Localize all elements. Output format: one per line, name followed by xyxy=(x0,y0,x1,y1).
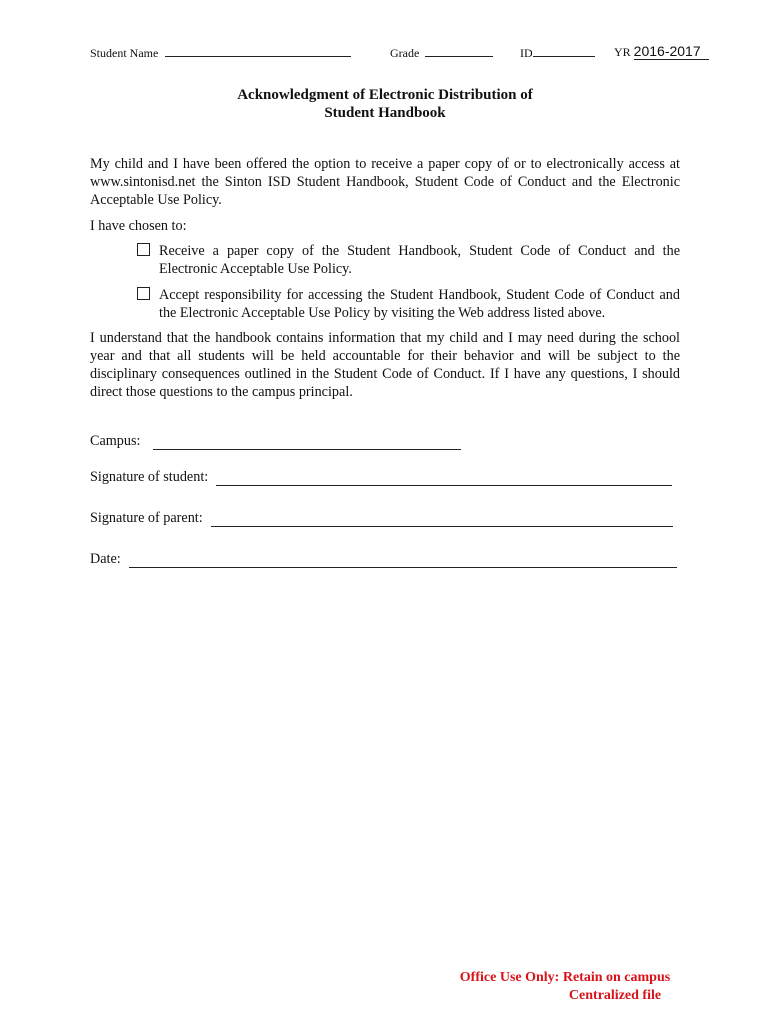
date-field xyxy=(90,551,677,568)
grade-field xyxy=(390,44,493,61)
paper-copy-option-label: Receive a paper copy of the Student Handbook, Student Code of Conduct and the Electronic Acceptable Use Policy. xyxy=(159,243,680,277)
student-signature-line[interactable] xyxy=(216,471,672,486)
date-line[interactable] xyxy=(129,553,677,568)
id-line[interactable] xyxy=(533,44,595,57)
date-label: Date: xyxy=(90,551,121,567)
parent-signature-field xyxy=(90,510,673,527)
campus-line[interactable] xyxy=(153,435,461,450)
id-field xyxy=(520,44,595,61)
id-label: ID xyxy=(520,46,533,60)
grade-label: Grade xyxy=(390,46,420,60)
office-use-note-line2: Centralized file xyxy=(568,988,662,1003)
student-name-label: Student Name xyxy=(90,46,159,60)
intro-paragraph: My child and I have been offered the option to receive a paper copy of or to electronically access at www.sintonisd.net the Sinton ISD Student Handbook, Student Code of Conduct and the Electronic Acceptable Use Policy. xyxy=(90,156,680,208)
electronic-access-checkbox[interactable] xyxy=(137,287,150,300)
parent-signature-label: Signature of parent: xyxy=(90,510,203,526)
student-name-line[interactable] xyxy=(165,44,351,57)
campus-label: Campus: xyxy=(90,433,141,449)
yr-field xyxy=(614,43,709,60)
document-title-line2: Student Handbook xyxy=(324,105,446,121)
understanding-paragraph: I understand that the handbook contains information that my child and I may need during the school year and that all students will be held accountable for their behavior and will be subject to the disciplinary consequences outlined in the Student Code of Conduct. If I have any questions, I should direct those questions to the campus principal. xyxy=(90,330,680,400)
yr-label: YR xyxy=(614,45,631,59)
grade-line[interactable] xyxy=(425,44,493,57)
electronic-access-option-label: Accept responsibility for accessing the Student Handbook, Student Code of Conduct and the Electronic Acceptable Use Policy by visiting the Web address listed above. xyxy=(159,287,680,321)
parent-signature-line[interactable] xyxy=(211,512,673,527)
student-name-field xyxy=(90,44,351,61)
document-title-line1: Acknowledgment of Electronic Distribution of xyxy=(237,87,533,103)
campus-field xyxy=(90,433,461,450)
student-signature-field xyxy=(90,469,672,486)
student-signature-label: Signature of student: xyxy=(90,469,209,485)
office-use-note-line1: Office Use Only: Retain on campus xyxy=(459,970,671,985)
paper-copy-checkbox[interactable] xyxy=(137,243,150,256)
chosen-label: I have chosen to: xyxy=(90,218,187,234)
yr-value: 2016-2017 xyxy=(634,43,709,60)
